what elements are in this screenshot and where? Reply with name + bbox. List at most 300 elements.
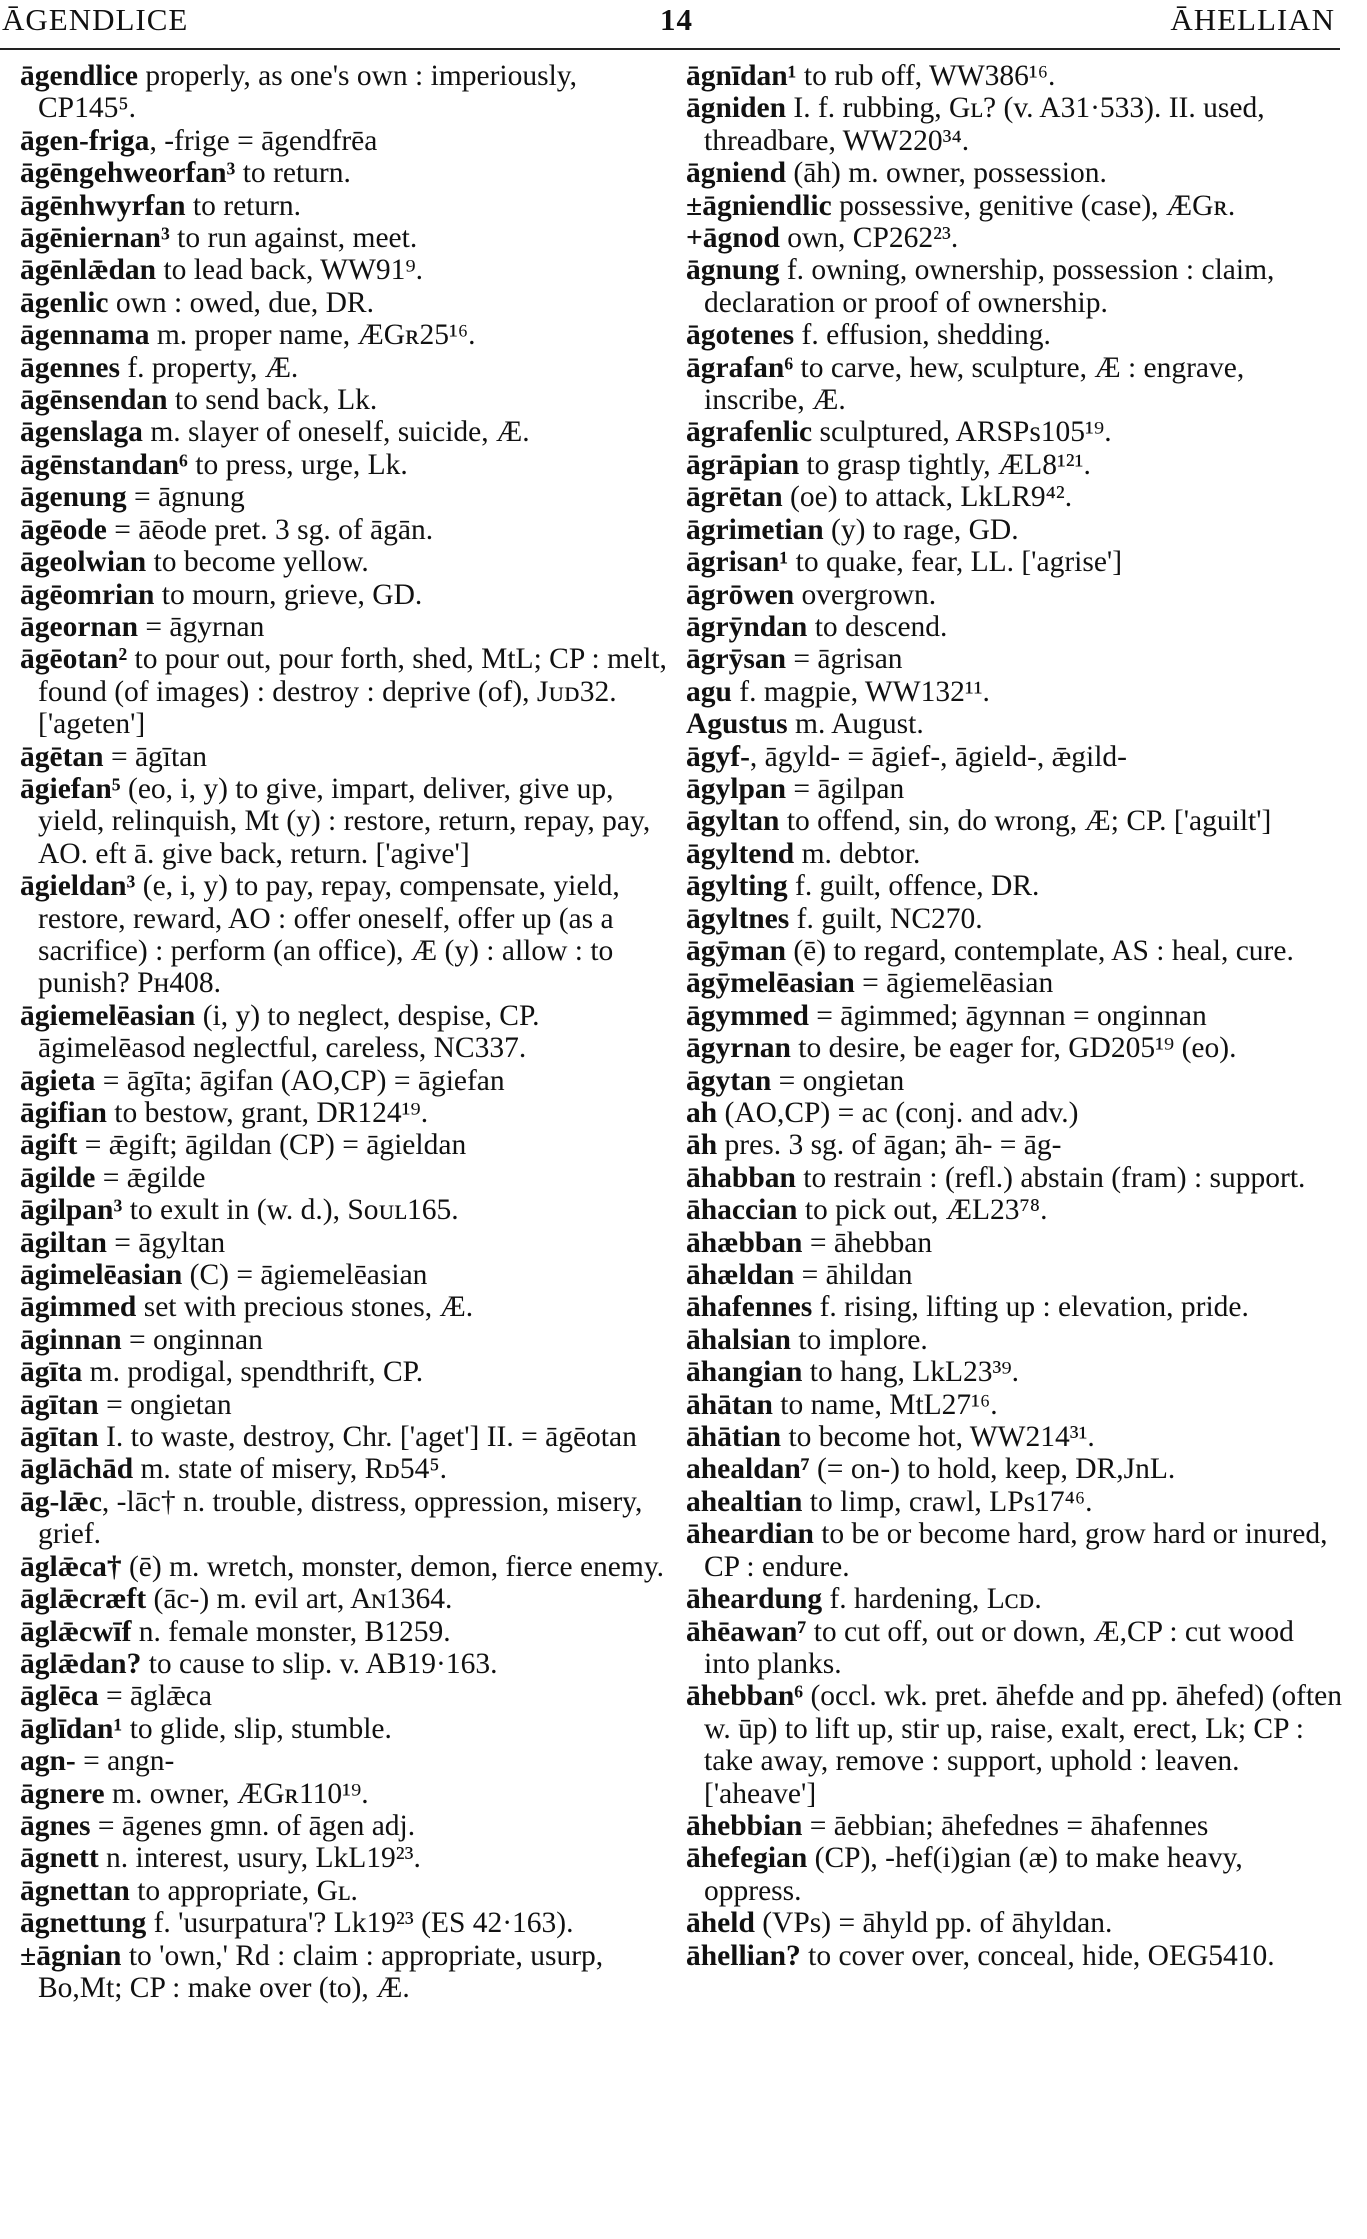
- headword: āgiefan⁵: [20, 772, 121, 805]
- dictionary-entry: [686, 546, 1346, 578]
- definition: , āgyld- = āgief-, āgield-, ǣgild-: [749, 740, 1127, 773]
- dictionary-entry: [686, 92, 1346, 157]
- dictionary-entry: [20, 546, 670, 578]
- definition: to cause to slip. v. AB19·163.: [141, 1647, 498, 1680]
- definition: (āh) m. owner, possession.: [786, 157, 1107, 190]
- definition: = ongietan: [771, 1064, 905, 1097]
- definition: to return.: [235, 157, 351, 190]
- headword: āgrētan: [686, 481, 783, 514]
- headword: āgēode: [20, 513, 107, 546]
- dictionary-entry: [20, 1421, 670, 1453]
- headword: āhebban⁶: [686, 1680, 804, 1713]
- dictionary-entry: [20, 1259, 670, 1291]
- definition: = onginnan: [121, 1323, 263, 1356]
- definition: m. August.: [787, 708, 924, 741]
- definition: m. prodigal, spendthrift, CP.: [82, 1356, 424, 1389]
- definition: to cut off, out or down, Æ,CP : cut wood into planks.: [704, 1615, 1294, 1680]
- headword: āhebbian: [686, 1809, 803, 1842]
- dictionary-entry: [20, 287, 670, 319]
- headword: āgniend: [686, 157, 787, 190]
- definition: f. guilt, offence, DR.: [787, 870, 1040, 903]
- headword: āgift: [20, 1129, 78, 1162]
- headword: āgytan: [686, 1064, 772, 1097]
- dictionary-entry: [20, 611, 670, 643]
- dictionary-entry: [20, 579, 670, 611]
- headword: āgrafan⁶: [686, 351, 794, 384]
- headword: āhellian?: [686, 1939, 801, 1972]
- headword: āgnettung: [20, 1907, 147, 1940]
- definition: = āhildan: [794, 1259, 913, 1292]
- dictionary-entry: [686, 1907, 1346, 1939]
- headword: āgnīdan¹: [686, 60, 797, 92]
- definition: f. rising, lifting up : elevation, pride.: [812, 1291, 1249, 1324]
- dictionary-entry: [20, 254, 670, 286]
- dictionary-entry: [686, 1518, 1346, 1583]
- definition: to return.: [185, 189, 302, 222]
- headword: āglǣca†: [20, 1550, 122, 1583]
- headword: āgendlice: [20, 60, 138, 92]
- headword: āglēca: [20, 1680, 99, 1713]
- definition: (CP), -hef(i)gian (æ) to make heavy, oppress.: [704, 1842, 1243, 1907]
- headword: āgrȳsan: [686, 643, 786, 676]
- definition: (C) = āgiemelēasian: [182, 1259, 428, 1292]
- headword: āgēotan²: [20, 643, 128, 676]
- headword: āgylting: [686, 870, 788, 903]
- dictionary-entry: [20, 319, 670, 351]
- headword: āgniden: [686, 92, 787, 125]
- dictionary-entry: [686, 1356, 1346, 1388]
- dictionary-entry: [686, 1453, 1346, 1485]
- headword: āgennama: [20, 319, 150, 352]
- definition: set with precious stones, Æ.: [136, 1291, 474, 1324]
- headword: agn-: [20, 1745, 76, 1778]
- definition: to run against, meet.: [169, 222, 418, 255]
- dictionary-entry: [20, 384, 670, 416]
- headword: āgȳman: [686, 934, 786, 967]
- page-number: 14: [660, 2, 693, 37]
- headword: āgiemelēasian: [20, 999, 196, 1032]
- definition: (oe) to attack, LkLR9⁴².: [782, 481, 1073, 514]
- definition: to limp, crawl, LPs17⁴⁶.: [802, 1485, 1093, 1518]
- dictionary-entry: [20, 125, 670, 157]
- definition: (occl. wk. pret. āhefde and pp. āhefed) (often w. ūp) to lift up, stir up, raise, exalt, erect, Lk; CP : take away, remove : support, uphold : leaven. ['aheave']: [704, 1680, 1343, 1810]
- headword: +āgnod: [686, 222, 780, 255]
- dictionary-entry: [20, 1291, 670, 1323]
- dictionary-entry: [20, 1583, 670, 1615]
- definition: to become hot, WW214³¹.: [781, 1421, 1095, 1454]
- headword: āhabban: [686, 1161, 796, 1194]
- dictionary-entry: [20, 1356, 670, 1388]
- headword: āgrisan¹: [686, 546, 789, 579]
- dictionary-entry: [20, 643, 670, 740]
- definition: to rub off, WW386¹⁶.: [796, 60, 1056, 92]
- definition: to cover over, conceal, hide, OEG5410.: [800, 1939, 1275, 1972]
- dictionary-entry: [686, 903, 1346, 935]
- definition: = āebbian; āhefednes = āhafennes: [802, 1809, 1209, 1842]
- dictionary-entry: [686, 449, 1346, 481]
- definition: overgrown.: [794, 578, 937, 611]
- definition: to desire, be eager for, GD205¹⁹ (eo).: [790, 1032, 1237, 1065]
- dictionary-entry: [20, 1065, 670, 1097]
- headword: āgeolwian: [20, 546, 147, 579]
- dictionary-entry: [20, 1486, 670, 1551]
- definition: (ē) to regard, contemplate, AS : heal, cure.: [785, 934, 1294, 967]
- dictionary-entry: [20, 1648, 670, 1680]
- definition: to glide, slip, stumble.: [122, 1712, 392, 1745]
- definition: sculptured, ARSPs105¹⁹.: [812, 416, 1112, 449]
- definition: f. property, Æ.: [119, 351, 299, 384]
- definition: own : owed, due, DR.: [108, 286, 374, 319]
- headword: āglāchād: [20, 1453, 134, 1486]
- definition: f. effusion, shedding.: [794, 319, 1051, 352]
- definition: = ǣgilde: [95, 1161, 206, 1194]
- headword: āheardung: [686, 1583, 823, 1616]
- dictionary-entry: [20, 1097, 670, 1129]
- definition: to carve, hew, sculpture, Æ : engrave, inscribe, Æ.: [704, 351, 1245, 417]
- headword: āgymmed: [686, 999, 809, 1032]
- headword: āgēnlǣdan: [20, 254, 157, 287]
- definition: = āgītan: [103, 740, 208, 773]
- dictionary-entry: [686, 1032, 1346, 1064]
- headword: āgrimetian: [686, 513, 824, 546]
- definition: = āēode pret. 3 sg. of āgān.: [106, 513, 434, 546]
- headword: āgilpan³: [20, 1194, 123, 1227]
- dictionary-entry: [20, 870, 670, 1000]
- definition: possessive, genitive (case), ÆGʀ.: [831, 189, 1236, 222]
- definition: = āgilpan: [786, 772, 905, 805]
- dictionary-entry: [20, 1713, 670, 1745]
- dictionary-entry: [686, 222, 1346, 254]
- definition: (i, y) to neglect, despise, CP. āgimelēasod neglectful, careless, NC337.: [38, 999, 540, 1065]
- definition: properly, as one's own : imperiously, CP145⁵.: [38, 60, 577, 125]
- definition: m. slayer of oneself, suicide, Æ.: [142, 416, 530, 449]
- dictionary-entry: [20, 1778, 670, 1810]
- dictionary-entry: [20, 60, 670, 125]
- definition: to restrain : (refl.) abstain (fram) : support.: [795, 1161, 1306, 1194]
- headword: āgētan: [20, 740, 104, 773]
- dictionary-entry: [686, 157, 1346, 189]
- headword: āgyf-: [686, 740, 750, 773]
- dictionary-entry: [686, 1616, 1346, 1681]
- definition: m. owner, ÆGʀ110¹⁹.: [104, 1777, 369, 1810]
- definition: to grasp tightly, ÆL8¹²¹.: [799, 448, 1091, 481]
- headword: āgyltend: [686, 837, 795, 870]
- headword: āhældan: [686, 1259, 795, 1292]
- headword: āhēawan⁷: [686, 1615, 807, 1648]
- left-column: [20, 60, 670, 2004]
- definition: = āgnung: [126, 481, 245, 514]
- definition: = āgīta; āgifan (AO,CP) = āgiefan: [95, 1064, 505, 1097]
- dictionary-entry: [20, 352, 670, 384]
- definition: to 'own,' Rd : claim : appropriate, usurp, Bo,Mt; CP : make over (to), Æ.: [38, 1939, 604, 2004]
- headword: āgrōwen: [686, 578, 795, 611]
- dictionary-entry: [686, 190, 1346, 222]
- definition: m. debtor.: [794, 837, 921, 870]
- definition: n. interest, usury, LkL19²³.: [98, 1842, 421, 1875]
- dictionary-entry: [20, 1842, 670, 1874]
- definition: to exult in (w. d.), Sᴏᴜʟ165.: [122, 1194, 459, 1227]
- headword: āgnung: [686, 254, 780, 287]
- headword: āglǣdan?: [20, 1647, 142, 1680]
- definition: (VPs) = āhyld pp. of āhyldan.: [754, 1907, 1113, 1940]
- dictionary-entry: [686, 1324, 1346, 1356]
- definition: = āgyrnan: [138, 610, 265, 643]
- definition: = āgiemelēasian: [854, 967, 1054, 1000]
- definition: = āgenes gmn. of āgen adj.: [90, 1809, 416, 1842]
- headword: āhātan: [686, 1388, 773, 1421]
- headword: āgimelēasian: [20, 1259, 183, 1292]
- definition: I. to waste, destroy, Chr. ['aget'] II. = āgēotan: [98, 1421, 637, 1454]
- dictionary-entry: [686, 741, 1346, 773]
- definition: f. hardening, Lᴄᴅ.: [822, 1583, 1042, 1616]
- definition: to press, urge, Lk.: [187, 448, 408, 481]
- dictionary-entry: [20, 1616, 670, 1648]
- dictionary-entry: [686, 1389, 1346, 1421]
- definition: I. f. rubbing, Gʟ? (v. A31·533). II. used, threadbare, WW220³⁴.: [704, 92, 1265, 157]
- definition: to hang, LkL23³⁹.: [802, 1356, 1020, 1389]
- headword: āgifian: [20, 1097, 107, 1129]
- dictionary-entry: [686, 708, 1346, 740]
- header-rule: [0, 48, 1340, 50]
- dictionary-entry: [20, 773, 670, 870]
- dictionary-entry: [686, 1680, 1346, 1810]
- headword: āgnere: [20, 1777, 105, 1810]
- definition: (ē) m. wretch, monster, demon, fierce enemy.: [121, 1550, 665, 1583]
- headword: āgītan: [20, 1421, 99, 1454]
- headword: āgēnstandan⁶: [20, 448, 188, 481]
- dictionary-entry: [686, 1162, 1346, 1194]
- dictionary-entry: [686, 1194, 1346, 1226]
- headword: āgīta: [20, 1356, 83, 1389]
- dictionary-entry: [686, 1291, 1346, 1323]
- definition: n. female monster, B1259.: [131, 1615, 451, 1648]
- dictionary-entry: [686, 967, 1346, 999]
- headword: ahealdan⁷: [686, 1453, 810, 1486]
- headword: Agustus: [686, 708, 788, 741]
- dictionary-entry: [686, 676, 1346, 708]
- dictionary-entry: [686, 1940, 1346, 1972]
- headword: ±āgnian: [20, 1939, 122, 1972]
- definition: f. owning, ownership, possession : claim, declaration or proof of ownership.: [704, 254, 1275, 319]
- dictionary-entry: [20, 481, 670, 513]
- headword: āh: [686, 1129, 718, 1162]
- headword: āgenung: [20, 481, 127, 514]
- headword: āgeornan: [20, 610, 138, 643]
- headword: āg-lǣc: [20, 1485, 102, 1518]
- dictionary-entry: [20, 416, 670, 448]
- dictionary-entry: [20, 1162, 670, 1194]
- dictionary-entry: [20, 1680, 670, 1712]
- definition: m. state of misery, Rᴅ54⁵.: [133, 1453, 447, 1486]
- headword: āgieta: [20, 1064, 96, 1097]
- dictionary-entry: [20, 1745, 670, 1777]
- dictionary-entry: [686, 1065, 1346, 1097]
- dictionary-entry: [686, 1810, 1346, 1842]
- definition: to be or become hard, grow hard or inured, CP : endure.: [704, 1518, 1328, 1583]
- dictionary-entry: [20, 1907, 670, 1939]
- headword: agu: [686, 675, 732, 708]
- dictionary-entry: [686, 1227, 1346, 1259]
- headword: ah: [686, 1097, 718, 1129]
- headword: āgēniernan³: [20, 222, 170, 255]
- definition: (e, i, y) to pay, repay, compensate, yield, restore, reward, AO : offer oneself, offer up (as a sacrifice) : perform (an office), Æ (y) : allow : to punish? Pʜ408.: [38, 870, 620, 1000]
- headword: ±āgniendlic: [686, 189, 832, 222]
- headword: āgrȳndan: [686, 610, 808, 643]
- definition: pres. 3 sg. of āgan; āh- = āg-: [717, 1129, 1062, 1162]
- definition: (eo, i, y) to give, impart, deliver, give up, yield, relinquish, Mt (y) : restore, return, repay, pay, AO. eft ā. give back, return. ['agive']: [38, 772, 651, 870]
- definition: to pick out, ÆL23⁷⁸.: [797, 1194, 1048, 1227]
- headword: āglīdan¹: [20, 1712, 123, 1745]
- definition: to mourn, grieve, GD.: [154, 578, 423, 611]
- definition: to implore.: [790, 1323, 928, 1356]
- dictionary-entry: [686, 416, 1346, 448]
- headword: āgotenes: [686, 319, 795, 352]
- headword: āgnett: [20, 1842, 99, 1875]
- definition: (y) to rage, GD.: [823, 513, 1019, 546]
- dictionary-entry: [686, 60, 1346, 92]
- definition: own, CP262²³.: [779, 222, 959, 255]
- dictionary-entry: [686, 1097, 1346, 1129]
- headword: āgrafenlic: [686, 416, 813, 449]
- dictionary-entry: [20, 222, 670, 254]
- dictionary-entry: [20, 190, 670, 222]
- dictionary-entry: [20, 1324, 670, 1356]
- dictionary-entry: [686, 1583, 1346, 1615]
- definition: to offend, sin, do wrong, Æ; CP. ['aguilt']: [779, 805, 1272, 838]
- headword: āgēnhwyrfan: [20, 189, 186, 222]
- dictionary-entry: [20, 449, 670, 481]
- dictionary-entry: [686, 254, 1346, 319]
- headword: āheld: [686, 1907, 755, 1940]
- headword: āgēomrian: [20, 578, 155, 611]
- dictionary-entry: [686, 870, 1346, 902]
- headword: āgnettan: [20, 1874, 130, 1907]
- definition: to descend.: [807, 610, 948, 643]
- page-header: [0, 0, 1367, 44]
- definition: f. magpie, WW132¹¹.: [731, 675, 990, 708]
- dictionary-entry: [686, 643, 1346, 675]
- dictionary-entry: [686, 805, 1346, 837]
- headword: āgyltan: [686, 805, 780, 838]
- header-first-word: ĀGENDLICE: [2, 2, 189, 37]
- headword: āgītan: [20, 1388, 99, 1421]
- definition: to lead back, WW91⁹.: [156, 254, 424, 287]
- dictionary-entry: [20, 1453, 670, 1485]
- headword: āgenslaga: [20, 416, 143, 449]
- dictionary-entry: [686, 611, 1346, 643]
- definition: to pour out, pour forth, shed, MtL; CP : melt, found (of images) : destroy : deprive (of), Jᴜᴅ32. ['ageten']: [38, 643, 667, 741]
- dictionary-entry: [20, 1129, 670, 1161]
- definition: to become yellow.: [146, 546, 369, 579]
- definition: (āc-) m. evil art, Aɴ1364.: [146, 1583, 453, 1616]
- definition: , -frige = āgendfrēa: [149, 124, 378, 157]
- headword: āgiltan: [20, 1226, 107, 1259]
- dictionary-entry: [686, 514, 1346, 546]
- dictionary-entry: [20, 1551, 670, 1583]
- dictionary-entry: [686, 935, 1346, 967]
- dictionary-entry: [20, 1000, 670, 1065]
- headword: āhefegian: [686, 1842, 808, 1875]
- headword: āgen-friga: [20, 124, 150, 157]
- definition: to name, MtL27¹⁶.: [772, 1388, 998, 1421]
- dictionary-entry: [20, 1875, 670, 1907]
- headword: āhātian: [686, 1421, 782, 1454]
- right-column: [686, 60, 1346, 1972]
- headword: āhæbban: [686, 1226, 803, 1259]
- dictionary-entry: [686, 579, 1346, 611]
- dictionary-entry: [20, 1940, 670, 2005]
- definition: = āgyltan: [106, 1226, 226, 1259]
- definition: = ǣgift; āgildan (CP) = āgieldan: [77, 1129, 467, 1162]
- dictionary-entry: [20, 1810, 670, 1842]
- dictionary-entry: [686, 1000, 1346, 1032]
- dictionary-entry: [686, 1421, 1346, 1453]
- dictionary-entry: [20, 514, 670, 546]
- definition: (= on-) to hold, keep, DR,JnL.: [809, 1453, 1176, 1486]
- headword: āgimmed: [20, 1291, 137, 1324]
- dictionary-entry: [686, 1259, 1346, 1291]
- headword: āginnan: [20, 1323, 122, 1356]
- dictionary-entry: [686, 1486, 1346, 1518]
- definition: (AO,CP) = ac (conj. and adv.): [717, 1097, 1079, 1129]
- dictionary-entry: [20, 1194, 670, 1226]
- headword: āhangian: [686, 1356, 803, 1389]
- headword: āgenlic: [20, 286, 109, 319]
- headword: āhaccian: [686, 1194, 798, 1227]
- dictionary-entry: [686, 481, 1346, 513]
- dictionary-entry: [20, 157, 670, 189]
- headword: āgēngehweorfan³: [20, 157, 236, 190]
- dictionary-entry: [686, 352, 1346, 417]
- definition: to send back, Lk.: [167, 384, 378, 417]
- headword: āhafennes: [686, 1291, 813, 1324]
- definition: = āhebban: [802, 1226, 933, 1259]
- definition: f. guilt, NC270.: [789, 902, 983, 935]
- dictionary-entry: [686, 1129, 1346, 1161]
- dictionary-entry: [20, 741, 670, 773]
- headword: āheardian: [686, 1518, 814, 1551]
- dictionary-entry: [686, 319, 1346, 351]
- definition: to bestow, grant, DR124¹⁹.: [106, 1097, 429, 1129]
- headword: āgieldan³: [20, 870, 136, 903]
- definition: = āgrisan: [785, 643, 903, 676]
- definition: = āglǣca: [98, 1680, 212, 1713]
- definition: to quake, fear, LL. ['agrise']: [788, 546, 1123, 579]
- dictionary-entry: [686, 773, 1346, 805]
- definition: , -lāc† n. trouble, distress, oppression, misery, grief.: [38, 1485, 643, 1551]
- definition: f. 'usurpatura'? Lk19²³ (ES 42·163).: [146, 1907, 574, 1940]
- definition: = āgimmed; āgynnan = onginnan: [808, 999, 1207, 1032]
- headword: āgȳmelēasian: [686, 967, 855, 1000]
- headword: ahealtian: [686, 1485, 803, 1518]
- headword: āglǣcwīf: [20, 1615, 132, 1648]
- headword: āgennes: [20, 351, 120, 384]
- dictionary-entry: [20, 1227, 670, 1259]
- definition: to appropriate, Gʟ.: [129, 1874, 358, 1907]
- dictionary-entry: [686, 1842, 1346, 1907]
- definition: = ongietan: [98, 1388, 232, 1421]
- definition: = angn-: [75, 1745, 175, 1778]
- headword: āgrāpian: [686, 448, 800, 481]
- dictionary-entry: [20, 1389, 670, 1421]
- headword: āgēnsendan: [20, 384, 168, 417]
- headword: āgyltnes: [686, 902, 790, 935]
- header-last-word: ĀHELLIAN: [1170, 2, 1335, 37]
- headword: āglǣcræft: [20, 1583, 147, 1616]
- headword: āgyrnan: [686, 1032, 791, 1065]
- headword: āgilde: [20, 1161, 96, 1194]
- dictionary-entry: [686, 838, 1346, 870]
